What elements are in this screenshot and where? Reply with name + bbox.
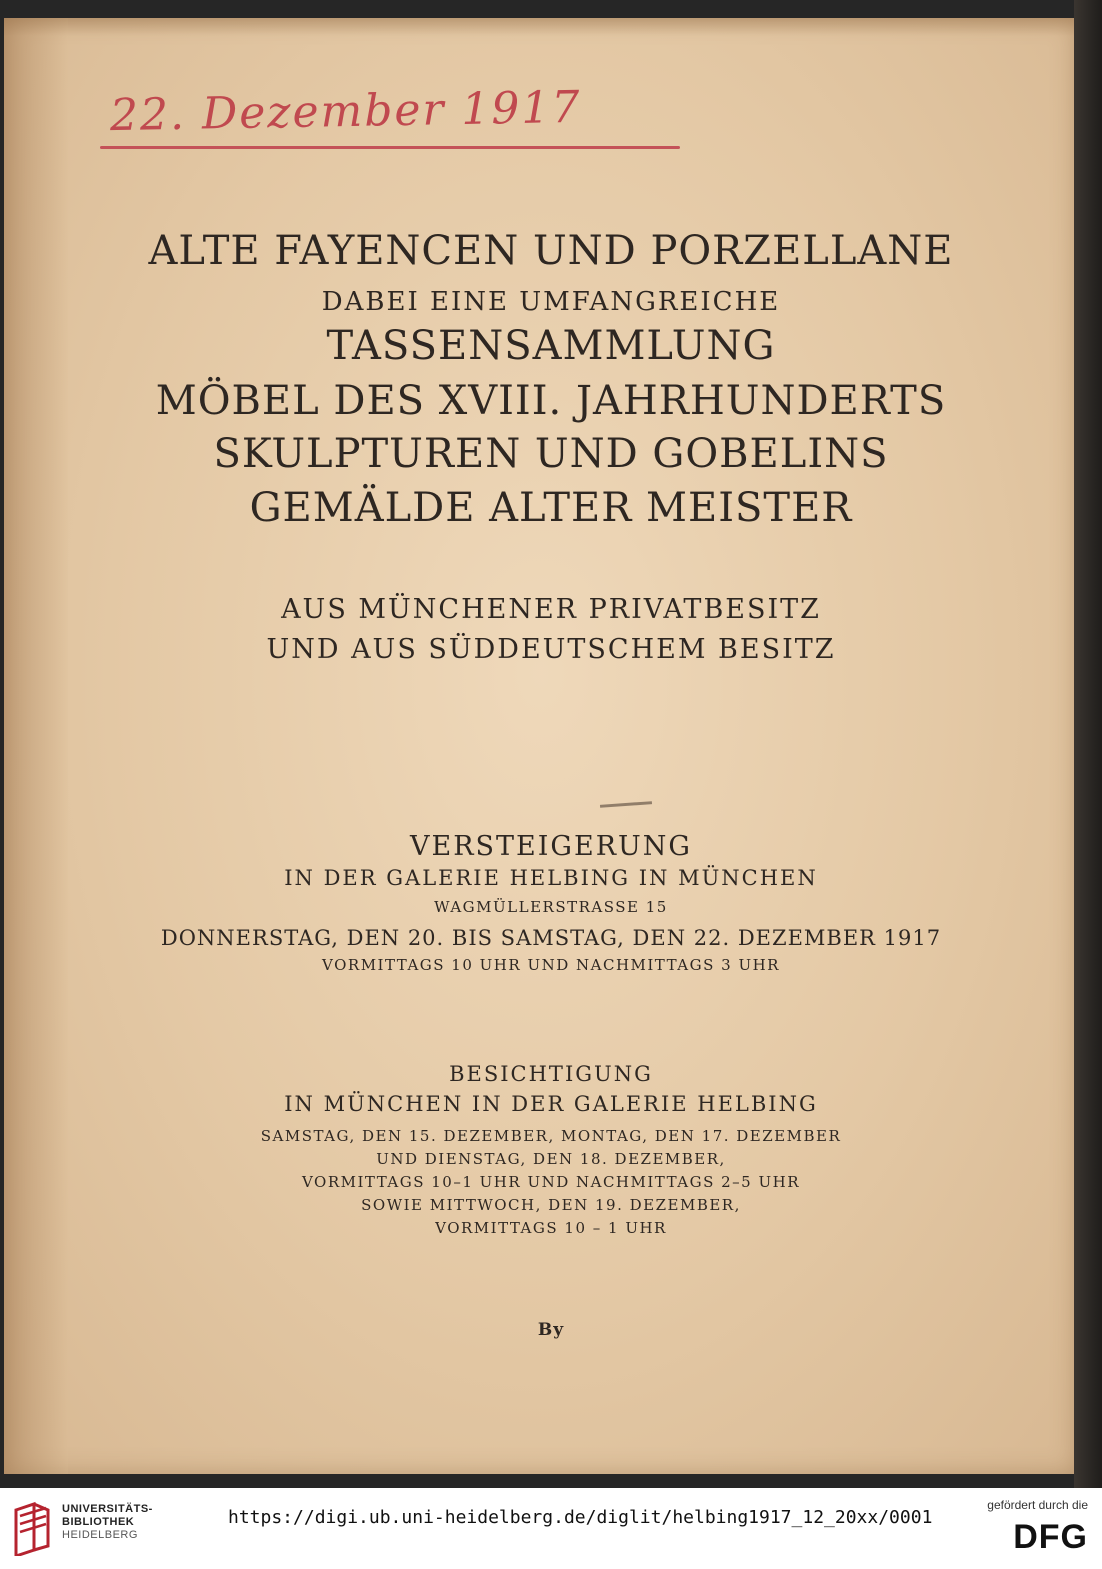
auction-heading: VERSTEIGERUNG [410,831,692,862]
title-line-1: ALTE FAYENCEN UND PORZELLANE [148,228,954,274]
title-line-2: DABEI EINE UMFANGREICHE [321,287,781,317]
book-spine [1074,0,1102,1488]
viewing-venue: IN MÜNCHEN IN DER GALERIE HELBING [284,1092,818,1116]
handwritten-date-annotation [100,81,690,182]
funded-by-label: gefördert durch die [987,1498,1088,1512]
title-line-5: SKULPTUREN UND GOBELINS [213,431,889,477]
page-edge-top [4,18,1076,36]
provenance-line-2: UND AUS SÜDDEUTSCHEM BESITZ [266,634,836,665]
auction-address: WAGMÜLLERSTRASSE 15 [434,898,668,916]
viewing-line-5: VORMITTAGS 10 – 1 UHR [435,1219,667,1237]
viewing-line-3: VORMITTAGS 10–1 UHR UND NACHMITTAGS 2–5 UHR [301,1173,800,1191]
logo-line-2: BIBLIOTHEK [62,1516,135,1528]
dfg-logo[interactable]: DFG [1013,1518,1088,1556]
university-library-logo-text[interactable] [62,1503,153,1542]
viewing-line-1: SAMSTAG, DEN 15. DEZEMBER, MONTAG, DEN 17. DEZEMBER [260,1127,842,1145]
handwritten-date-text: 22. Dezember 1917 [109,81,582,142]
title-line-4: MÖBEL DES XVIII. JAHRHUNDERTS [155,378,947,424]
title-line-3: TASSENSAMMLUNG [326,323,776,369]
university-library-logo-icon[interactable] [12,1500,52,1556]
viewing-line-4: SOWIE MITTWOCH, DEN 19. DEZEMBER, [361,1196,741,1214]
title-line-6: GEMÄLDE ALTER MEISTER [249,485,853,531]
auction-venue: IN DER GALERIE HELBING IN MÜNCHEN [284,866,818,890]
permalink-url[interactable]: https://digi.ub.uni-heidelberg.de/diglit/helbing1917_12_20xx/0001 [228,1507,933,1528]
provenance-line-1: AUS MÜNCHENER PRIVATBESITZ [281,594,821,625]
logo-line-3: HEIDELBERG [62,1529,138,1541]
by-mark: By [537,1320,565,1340]
handwritten-underline [100,146,680,149]
viewing-line-2: UND DIENSTAG, DEN 18. DEZEMBER, [376,1150,726,1168]
auction-dates: DONNERSTAG, DEN 20. BIS SAMSTAG, DEN 22. DEZEMBER 1917 [160,926,942,950]
viewing-heading: BESICHTIGUNG [449,1062,653,1086]
viewer-footer [0,1488,1102,1569]
logo-line-1: UNIVERSITÄTS- [62,1503,153,1515]
auction-times: VORMITTAGS 10 UHR UND NACHMITTAGS 3 UHR [322,956,780,974]
